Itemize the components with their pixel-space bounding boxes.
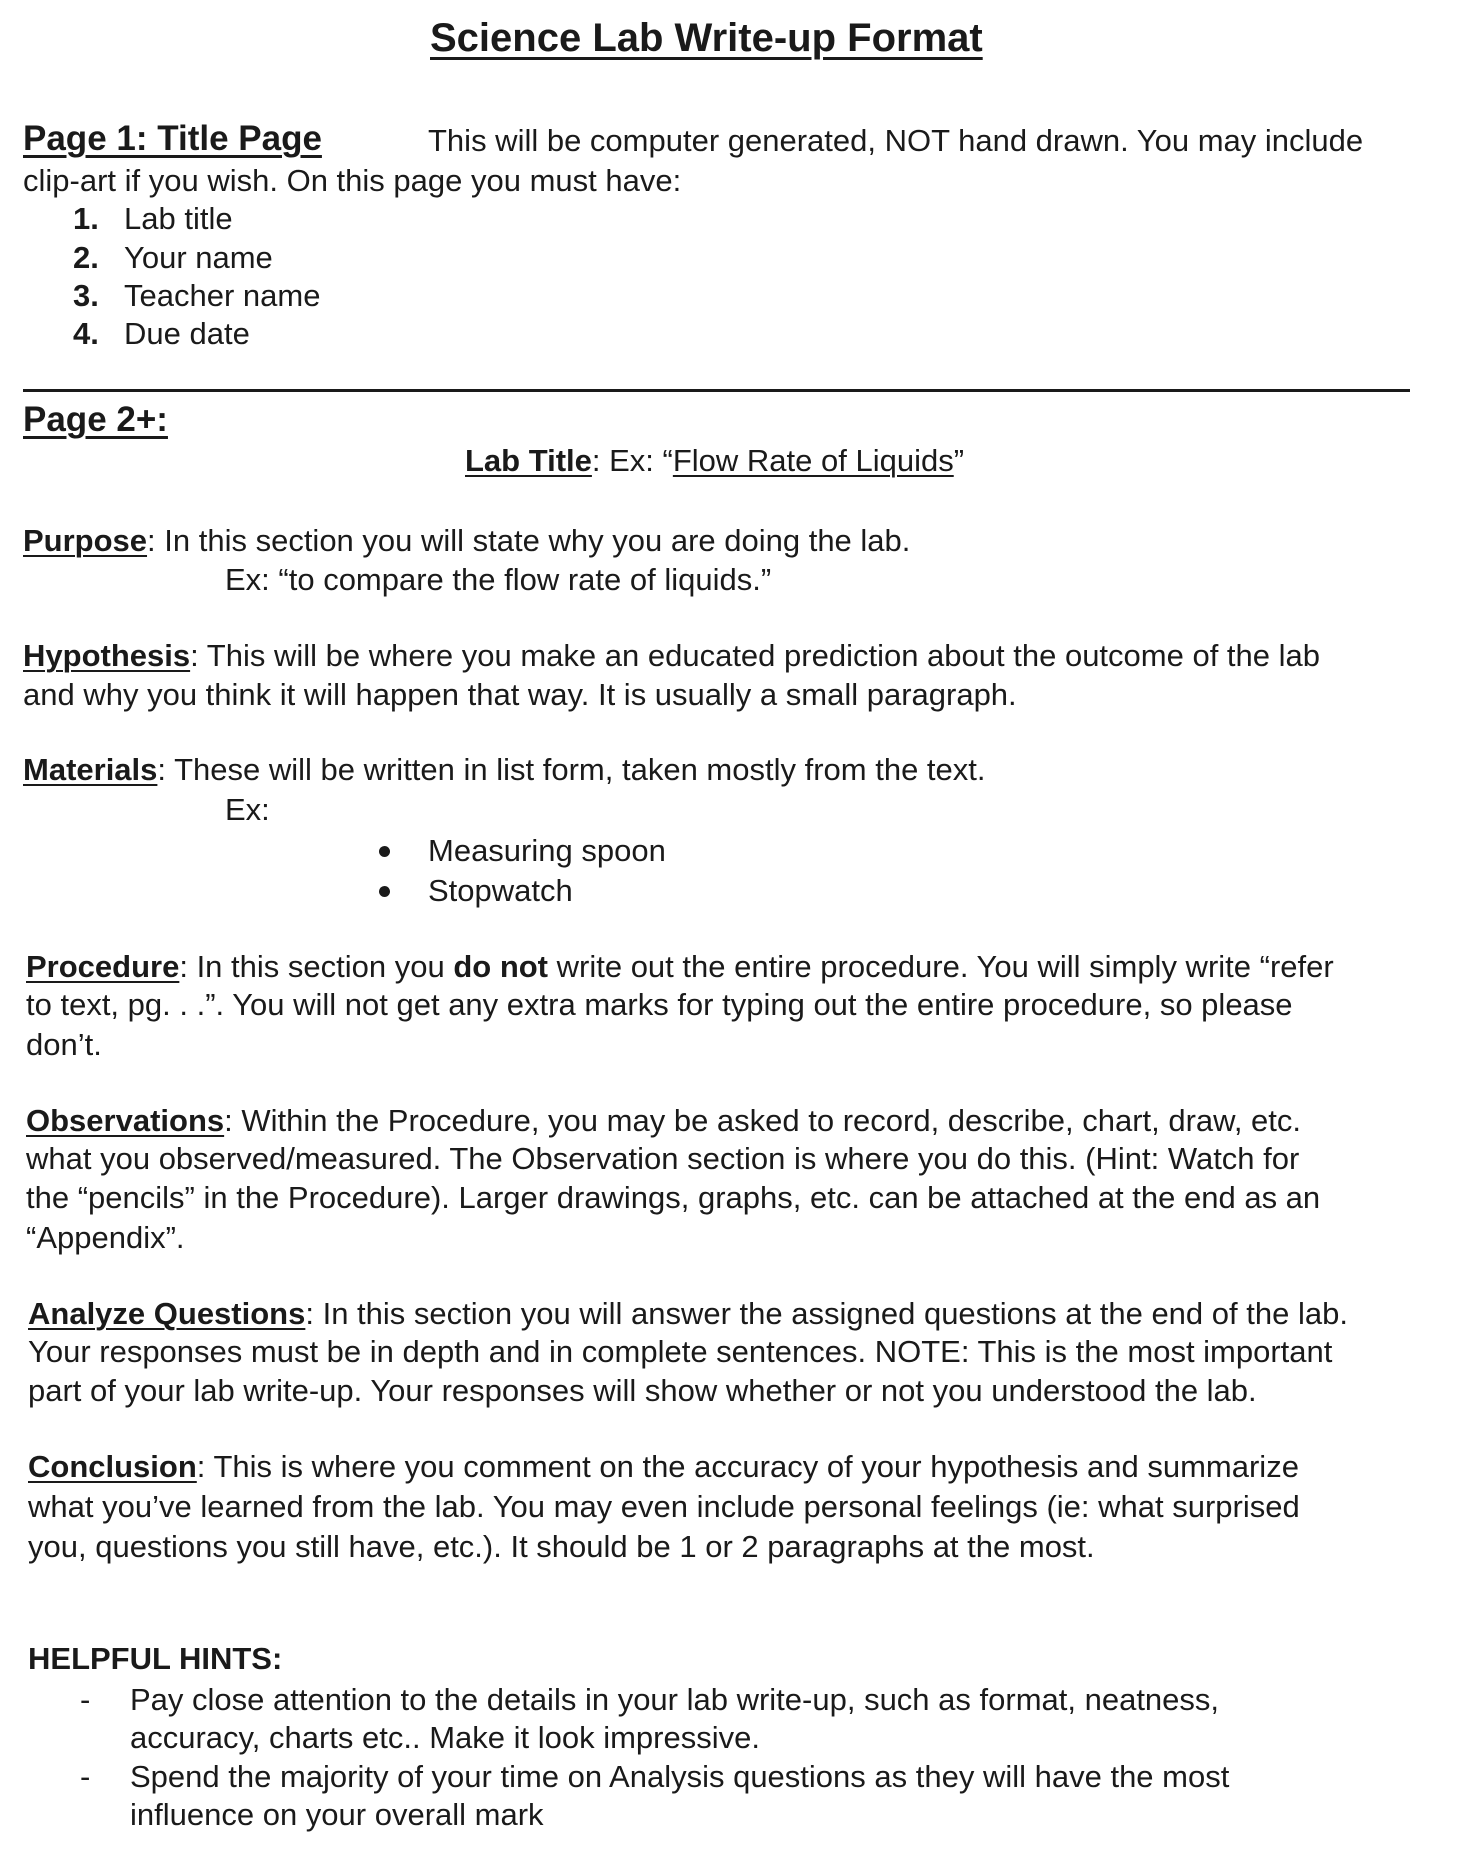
- purpose-label: Purpose: [23, 523, 148, 558]
- list-item: Teacher name: [124, 278, 321, 313]
- lab-title-close: ”: [953, 443, 965, 478]
- document-title: Science Lab Write-up Format: [430, 16, 983, 60]
- conclusion-label: Conclusion: [28, 1449, 197, 1484]
- hypothesis-line2: and why you think it will happen that way. It is usually a small paragraph.: [23, 677, 1017, 712]
- list-item-number: 1.: [73, 201, 99, 236]
- lab-title-label: Lab Title: [465, 443, 592, 478]
- list-item-number: 4.: [73, 316, 99, 351]
- procedure-label: Procedure: [26, 949, 180, 984]
- lab-title-line: [465, 441, 964, 481]
- bullet-icon: [379, 846, 390, 857]
- conclusion-line2: what you’ve learned from the lab. You may even include personal feelings (ie: what surprised: [28, 1489, 1300, 1524]
- materials-item: Stopwatch: [428, 873, 573, 908]
- analyze-line2: Your responses must be in depth and in complete sentences. NOTE: This is the most important: [28, 1334, 1333, 1369]
- analyze-line3: part of your lab write-up. Your responses will show whether or not you understood the lab.: [28, 1373, 1257, 1408]
- hint2-line2: influence on your overall mark: [130, 1797, 544, 1832]
- lab-title-example: Flow Rate of Liquids: [672, 443, 954, 478]
- hypothesis-label: Hypothesis: [23, 638, 191, 673]
- list-item: Lab title: [124, 201, 233, 236]
- hint2-line1: Spend the majority of your time on Analysis questions as they will have the most: [130, 1759, 1230, 1794]
- materials-label: Materials: [23, 752, 158, 787]
- list-item: Your name: [124, 240, 273, 275]
- materials-line1: Materials: These will be written in list form, taken mostly from the text.: [23, 752, 986, 787]
- list-item-number: 3.: [73, 278, 99, 313]
- observations-line3: the “pencils” in the Procedure). Larger drawings, graphs, etc. can be attached at the end as an: [26, 1180, 1321, 1215]
- observations-line4: “Appendix”.: [26, 1220, 185, 1255]
- page1-heading: Page 1: Title Page: [23, 119, 322, 158]
- hypothesis-line1: Hypothesis: This will be where you make an educated prediction about the outcome of the lab: [23, 638, 1321, 673]
- list-item-number: 2.: [73, 240, 99, 275]
- page1-intro-line1: This will be computer generated, NOT hand drawn. You may include: [428, 123, 1364, 158]
- page2-heading: Page 2+:: [23, 400, 168, 439]
- observations-line2: what you observed/measured. The Observation section is where you do this. (Hint: Watch for: [26, 1141, 1300, 1176]
- purpose-example: Ex: “to compare the flow rate of liquids.”: [225, 562, 772, 597]
- procedure-emphasis: do not: [453, 949, 549, 984]
- hint-dash: -: [80, 1682, 91, 1717]
- procedure-line1: Procedure: In this section you do not write out the entire procedure. You will simply write “refer: [26, 949, 1334, 984]
- materials-item: Measuring spoon: [428, 833, 666, 868]
- analyze-line1: Analyze Questions: In this section you will answer the assigned questions at the end of the lab.: [28, 1296, 1348, 1331]
- section-divider: [23, 389, 1410, 392]
- conclusion-line3: you, questions you still have, etc.). It should be 1 or 2 paragraphs at the most.: [28, 1529, 1095, 1564]
- hints-heading: HELPFUL HINTS:: [28, 1641, 283, 1676]
- lab-title-ex: : Ex: “: [591, 443, 673, 478]
- hint-dash: -: [80, 1759, 91, 1794]
- hint1-line2: accuracy, charts etc.. Make it look impressive.: [130, 1720, 760, 1755]
- list-item: Due date: [124, 316, 250, 351]
- hint1-line1: Pay close attention to the details in your lab write-up, such as format, neatness,: [130, 1682, 1220, 1717]
- materials-ex: Ex:: [225, 792, 270, 827]
- conclusion-line1: Conclusion: This is where you comment on the accuracy of your hypothesis and summarize: [28, 1449, 1299, 1484]
- purpose-line1: Purpose: In this section you will state why you are doing the lab.: [23, 523, 911, 558]
- page1-intro-line2: clip-art if you wish. On this page you must have:: [23, 163, 682, 198]
- procedure-line3: don’t.: [26, 1027, 102, 1062]
- procedure-line2: to text, pg. . .”. You will not get any extra marks for typing out the entire procedure, so please: [26, 987, 1293, 1022]
- observations-label: Observations: [26, 1103, 225, 1138]
- bullet-icon: [379, 886, 390, 897]
- analyze-label: Analyze Questions: [28, 1296, 306, 1331]
- observations-line1: Observations: Within the Procedure, you may be asked to record, describe, chart, draw, etc.: [26, 1103, 1302, 1138]
